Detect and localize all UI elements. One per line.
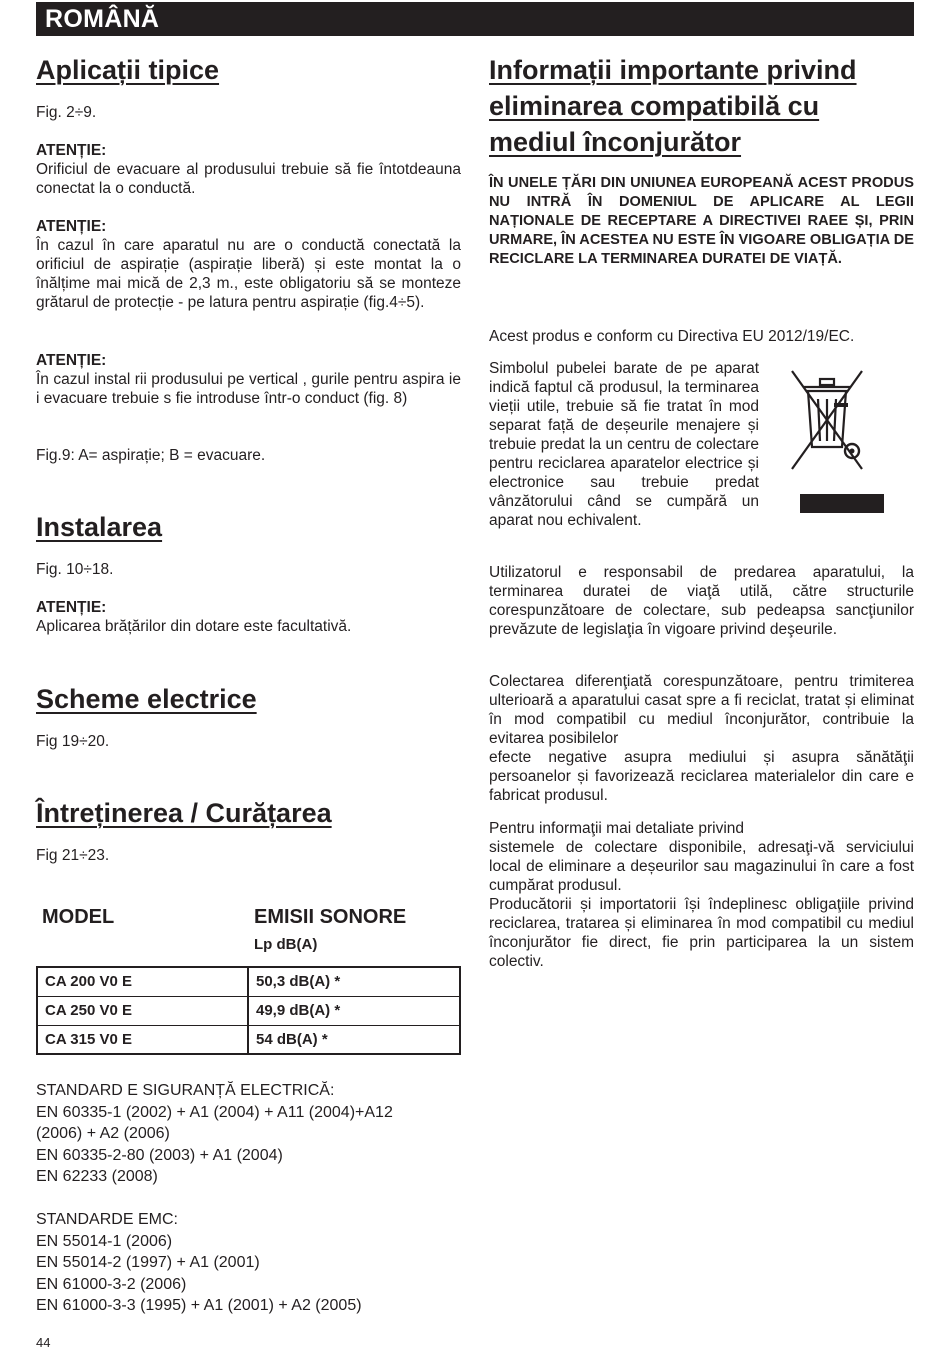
standard-line: EN 61000-3-3 (1995) + A1 (2001) + A2 (2005) [36, 1297, 362, 1314]
emc-standards [36, 1209, 476, 1317]
emc-standards-heading: STANDARDE EMC: [36, 1211, 178, 1228]
disposal-title-line-2: eliminarea compatibilă cu [489, 91, 820, 121]
table-row [37, 1025, 460, 1054]
section-title-wiring: Scheme electrice [36, 684, 257, 714]
installation-fig-ref: Fig. 10÷18. [36, 561, 114, 578]
electrical-standards-heading: STANDARD E SIGURANȚĂ ELECTRICĂ: [36, 1082, 335, 1099]
table-header-noise: EMISII SONORE [254, 906, 407, 928]
warning-label-4: ATENȚIE: [36, 599, 107, 616]
user-responsibility: Utilizatorul e responsabil de predarea aparatului, la terminarea duratei de viaţă utilă, către structurile corespunzătoare de colectare, sub pedeapsa sancţiunilor prevăzute de legislaţia în vigoare privind deşeurile. [489, 564, 914, 638]
more-info-2: sistemele de colectare disponibile, adresaţi-vă serviciului local de eliminare a deșeurilor sau magazinului în care a fost cumpărat produsul. [489, 839, 914, 894]
electrical-standards [36, 1080, 476, 1188]
separate-collection-2: efecte negative asupra mediului și asupra sănătăţii persoanelor și favorizează reciclarea materialelor din care e fabricat produsul. [489, 749, 914, 804]
table-header-model: MODEL [42, 906, 115, 928]
page-number: 44 [36, 1335, 51, 1350]
language-title: ROMÂNĂ [45, 5, 160, 33]
warning-label-2: ATENȚIE: [36, 218, 107, 235]
warning-label-3: ATENȚIE: [36, 352, 107, 369]
section-title-installation: Instalarea [36, 512, 163, 542]
disposal-title-line-3: mediul înconjurător [489, 127, 742, 157]
table-cell-model: CA 250 V0 E [37, 996, 248, 1025]
table-subheader-unit: Lp dB(A) [254, 936, 318, 953]
applications-fig-ref: Fig. 2÷9. [36, 104, 97, 121]
warning-text-3: În cazul instal rii produsului pe vertical , gurile pentru aspira ie i evacuare trebuie s fie introduse într-o conduct (fig. 8) [36, 371, 461, 407]
separate-collection-1: Colectarea diferenţiată corespunzătoare, pentru trimiterea ulterioară a aparatului casat spre a fi reciclat, tratat și eliminat în mod compatibil cu mediul înconjurător, contribuie la evitarea posibilelor [489, 673, 914, 747]
crossed-out-wheelie-bin-icon [788, 365, 866, 475]
weee-date-bar [800, 494, 884, 513]
table-cell-value: 50,3 dB(A) * [248, 967, 460, 996]
table-row [37, 967, 460, 996]
symbol-explanation: Simbolul pubelei barate de pe aparat indică faptul că produsul, la terminarea vieții utile, trebuie să fie tratat în mod separat față de deșeurile menajere și trebuie predat la un centru de colectare pentru reciclarea aparatelor electrice și electronice sau trebuie predat vânzătorului când se cumpără un aparat nou echivalent. [489, 360, 759, 529]
warning-text-1: Orificiul de evacuare al produsului trebuie să fie întotdeauna conectat la o conductă. [36, 161, 461, 197]
producers-obligations: Producătorii și importatorii își îndeplinesc obligaţiile privind reciclarea, tratarea și eliminarea în mod compatibil cu mediul înconjurător fie direct, fie prin participarea la un sistem colectiv. [489, 896, 914, 970]
fig9-caption: Fig.9: A= aspirație; B = evacuare. [36, 447, 266, 464]
more-info-1: Pentru informaţii mai detaliate privind [489, 820, 745, 837]
disposal-title-line-1: Informații importante privind [489, 55, 857, 85]
warning-label-1: ATENȚIE: [36, 142, 107, 159]
standard-line: EN 55014-2 (1997) + A1 (2001) [36, 1254, 260, 1271]
language-header [36, 2, 914, 36]
standard-line: (2006) + A2 (2006) [36, 1125, 170, 1142]
standard-line: EN 60335-2-80 (2003) + A1 (2004) [36, 1146, 283, 1164]
warning-text-4: Aplicarea brățărilor din dotare este facultativă. [36, 618, 352, 635]
table-row [37, 996, 460, 1025]
standard-line: EN 62233 (2008) [36, 1168, 158, 1185]
directive-statement: Acest produs e conform cu Directiva EU 2012/19/EC. [489, 328, 855, 345]
standard-line: EN 60335-1 (2002) + A1 (2004) + A11 (2004)+A12 [36, 1103, 393, 1121]
table-cell-value: 49,9 dB(A) * [248, 996, 460, 1025]
table-cell-model: CA 315 V0 E [37, 1025, 248, 1054]
maintenance-fig-ref: Fig 21÷23. [36, 847, 110, 864]
standard-line: EN 61000-3-2 (2006) [36, 1275, 187, 1293]
table-cell-value: 54 dB(A) * [248, 1025, 460, 1054]
warning-text-2: În cazul în care aparatul nu are o conductă conectată la orificiul de aspirație (aspirație liberă) și este montat la o înălțime mai mică de 2,3 m., este obligatoriu să se monteze grătarul de protecție - pe latura pentru aspirație (fig.4÷5). [36, 237, 461, 311]
wiring-fig-ref: Fig 19÷20. [36, 733, 110, 750]
section-title-applications: Aplicații tipice [36, 55, 220, 85]
noise-emissions-table [36, 966, 461, 1055]
section-title-maintenance: Întreținerea / Curățarea [36, 798, 332, 828]
standard-line: EN 55014-1 (2006) [36, 1232, 173, 1250]
table-cell-model: CA 200 V0 E [37, 967, 248, 996]
weee-notice: ÎN UNELE ȚĂRI DIN UNIUNEA EUROPEANĂ ACEST PRODUS NU INTRĂ ÎN DOMENIUL DE APLICARE AL LEGII NAȚIONALE DE RECEPTARE A DIRECTIVEI RAEE ȘI, PRIN URMARE, ÎN ACESTEA NU ESTE ÎN VIGOARE OBLIGAȚIA DE RECICLARE LA TERMINAREA DURATEI DE VIAȚĂ. [489, 175, 914, 267]
